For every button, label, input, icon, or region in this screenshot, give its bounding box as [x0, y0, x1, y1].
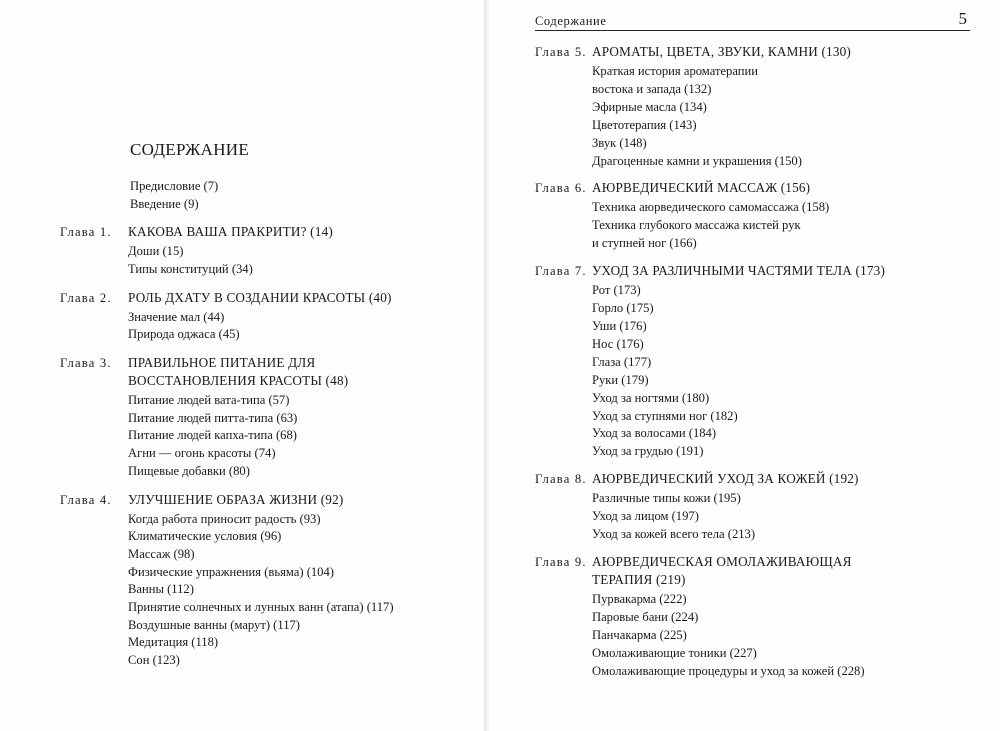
toc-entry: Нос (176) — [592, 336, 644, 351]
toc-entry: Типы конституций (34) — [128, 261, 253, 276]
toc-entry: Климатические условия (96) — [128, 529, 282, 544]
toc-entry: Питание людей капха-типа (68) — [128, 428, 297, 443]
toc-chapter — [535, 179, 975, 253]
toc-chapter — [60, 491, 480, 670]
toc-entry: Эфирные масла (134) — [592, 99, 707, 114]
toc-chapter — [60, 354, 480, 481]
chapter-items — [535, 591, 975, 681]
toc-entry: Питание людей питта-типа (63) — [128, 410, 298, 425]
left-page — [0, 0, 484, 731]
toc-entry: Агни — огонь красоты (74) — [128, 446, 276, 461]
running-head — [535, 10, 970, 31]
toc-entry: Уход за кожей всего тела (213) — [592, 527, 756, 542]
toc-entry: Омолаживающие процедуры и уход за кожей (228) — [592, 663, 865, 678]
toc-entry: Глаза (177) — [592, 354, 652, 369]
toc-entry: Омолаживающие тоники (227) — [592, 645, 757, 660]
chapter-heading — [60, 491, 480, 509]
chapter-number: Глава 8. — [535, 472, 587, 487]
chapter-items — [60, 511, 480, 670]
chapter-number: Глава 5. — [535, 45, 587, 59]
chapter-title: АРОМАТЫ, ЦВЕТА, ЗВУКИ, КАМНИ (130) — [592, 44, 852, 59]
chapter-heading — [535, 470, 975, 488]
chapter-list-right — [535, 43, 975, 680]
chapter-number: Глава 7. — [535, 264, 587, 279]
chapter-list-left — [60, 223, 480, 670]
toc-entry: Массаж (98) — [128, 546, 195, 561]
chapter-number: Глава 2. — [60, 290, 112, 305]
chapter-title: АЮРВЕДИЧЕСКАЯ ОМОЛАЖИВАЮЩАЯ ТЕРАПИЯ (219) — [592, 553, 852, 587]
toc-entry-preface: Предисловие (7) — [130, 179, 219, 193]
chapter-title: УХОД ЗА РАЗЛИЧНЫМИ ЧАСТЯМИ ТЕЛА (173) — [592, 263, 886, 279]
toc-entry: Техника глубокого массажа кистей рук и ступней ног (166) — [592, 218, 801, 251]
chapter-heading — [535, 179, 975, 197]
toc-entry: Драгоценные камни и украшения (150) — [592, 153, 802, 168]
chapter-heading — [60, 223, 480, 241]
toc-chapter — [535, 43, 975, 170]
toc-entry: Горло (175) — [592, 301, 654, 316]
toc-entry: Краткая история ароматерапии востока и запада (132) — [592, 64, 758, 96]
toc-entry: Медитация (118) — [128, 635, 219, 650]
chapter-heading — [60, 289, 480, 307]
toc-entry: Физические упражнения (вьяма) (104) — [128, 564, 334, 579]
toc-entry: Различные типы кожи (195) — [592, 491, 741, 506]
toc-chapter — [60, 289, 480, 344]
chapter-title: ПРАВИЛЬНОЕ ПИТАНИЕ ДЛЯ ВОССТАНОВЛЕНИЯ КРАСОТЫ (48) — [128, 355, 349, 388]
chapter-number: Глава 3. — [60, 356, 112, 370]
toc-entry: Принятие солнечных и лунных ванн (атапа) (117) — [128, 600, 394, 615]
chapter-items — [535, 199, 975, 253]
running-head-title: Содержание — [535, 14, 607, 28]
toc-right — [535, 43, 975, 680]
toc-entry: Доши (15) — [128, 244, 184, 259]
toc-entry: Руки (179) — [592, 372, 649, 387]
toc-entry: Уши (176) — [592, 318, 647, 333]
toc-entry: Сон (123) — [128, 653, 180, 668]
toc-entry: Уход за ступнями ног (182) — [592, 408, 738, 423]
toc-entry: Воздушные ванны (марут) (117) — [128, 617, 300, 632]
chapter-title: УЛУЧШЕНИЕ ОБРАЗА ЖИЗНИ (92) — [128, 491, 344, 507]
right-page — [490, 0, 1000, 731]
toc-entry: Панчакарма (225) — [592, 627, 687, 642]
toc-entry: Звук (148) — [592, 135, 647, 150]
chapter-number: Глава 9. — [535, 554, 587, 569]
toc-entry: Уход за ногтями (180) — [592, 390, 710, 405]
chapter-title: РОЛЬ ДХАТУ В СОЗДАНИИ КРАСОТЫ (40) — [128, 289, 392, 305]
chapter-items — [60, 392, 480, 481]
toc-entry-introduction: Введение (9) — [130, 196, 199, 211]
chapter-items — [60, 309, 480, 344]
toc-left — [60, 178, 480, 670]
chapter-heading — [60, 354, 480, 390]
page-number: 5 — [958, 9, 967, 28]
intro-entries — [60, 178, 480, 213]
page-title: СОДЕРЖАНИЕ — [130, 140, 250, 159]
toc-entry: Техника аюрведического самомассажа (158) — [592, 200, 830, 215]
toc-entry: Паровые бани (224) — [592, 609, 699, 624]
chapter-items — [60, 243, 480, 278]
toc-entry: Питание людей вата-типа (57) — [128, 393, 290, 407]
toc-entry: Уход за грудью (191) — [592, 444, 704, 459]
toc-entry: Цветотерапия (143) — [592, 117, 697, 132]
chapter-title: АЮРВЕДИЧЕСКИЙ МАССАЖ (156) — [592, 180, 811, 196]
chapter-number: Глава 4. — [60, 492, 112, 507]
toc-entry: Природа оджаса (45) — [128, 327, 240, 342]
toc-entry: Уход за лицом (197) — [592, 509, 699, 524]
chapter-heading — [535, 553, 975, 589]
toc-entry: Рот (173) — [592, 283, 641, 298]
chapter-number: Глава 6. — [535, 181, 587, 196]
toc-chapter — [535, 470, 975, 544]
toc-chapter — [535, 262, 975, 461]
toc-entry: Когда работа приносит радость (93) — [128, 511, 321, 526]
toc-chapter — [535, 553, 975, 681]
chapter-items — [535, 490, 975, 544]
chapter-title: АЮРВЕДИЧЕСКИЙ УХОД ЗА КОЖЕЙ (192) — [592, 471, 859, 487]
toc-chapter — [60, 223, 480, 278]
toc-entry: Ванны (112) — [128, 582, 194, 597]
toc-entry: Уход за волосами (184) — [592, 426, 717, 441]
chapter-number: Глава 1. — [60, 225, 112, 240]
chapter-title: КАКОВА ВАША ПРАКРИТИ? (14) — [128, 224, 333, 240]
chapter-heading — [535, 262, 975, 280]
chapter-items — [535, 282, 975, 461]
chapter-heading — [535, 43, 975, 61]
toc-entry: Пищевые добавки (80) — [128, 463, 250, 478]
chapter-items — [535, 63, 975, 170]
toc-entry: Пурвакарма (222) — [592, 591, 687, 606]
toc-entry: Значение мал (44) — [128, 309, 225, 324]
